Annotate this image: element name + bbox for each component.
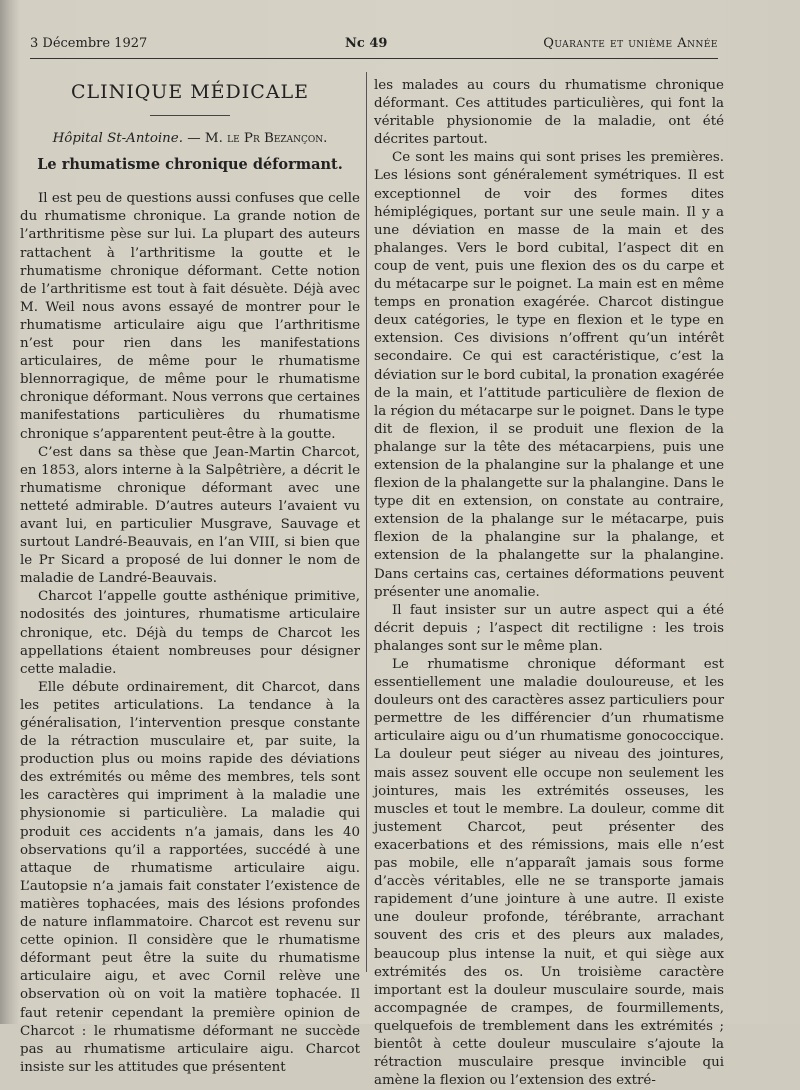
left-paragraph-2: C’est dans sa thèse que Jean-Martin Charcot, en 1853, alors interne à la Salpêtrière, a décrit le rhumatisme chronique déformant avec une netteté admirable. D’autres auteurs l’avaient vu avant lui, en particulier Musgrave, Sauvage et surtout Landré-Beauvais, en l’an VIII, si bien que le Pr Sicard a proposé de lui donner le nom de maladie de Landré-Beauvais.: [20, 444, 360, 587]
left-paragraph-1: Il est peu de questions aussi confuses que celle du rhumatisme chronique. La grande notion de l’arthritisme pèse sur lui. La plupart des auteurs rattachent à l’arthritisme la goutte et le rhumatisme chronique déformant. Cette notion de l’arthritisme est tout à fait désuète. Déjà avec M. Weil nous avons essayé de montrer pour le rhumatisme articulaire aigu que l’arthritisme n’est pour rien dans les manifestations articulaires, de même pour le rhumatisme blennorragique, de même pour le rhumatisme chronique déformant. Nous verrons que certaines manifestations particulières du rhumatisme chronique s’apparentent peut-être à la goutte.: [20, 191, 360, 442]
hospital-line: [20, 130, 360, 148]
column-divider: [366, 72, 367, 972]
section-title: CLINIQUE MÉDICALE: [70, 81, 310, 103]
article-title: Le rhumatisme chronique déformant.: [37, 156, 343, 174]
right-column: [374, 77, 724, 1090]
left-paragraph-4: Elle débute ordinairement, dit Charcot, dans les petites articulations. La tendance à la généralisation, l’intervention presque constante de la rétraction musculaire et, par suite, la production plus ou moins rapide des déviations des extrémités ou même des membres, tels sont les caractères qui impriment à la maladie une physionomie si particulière. La maladie qui produit ces accidents n’a jamais, dans les 40 observations qu’il a rapportées, succédé à une attaque de rhumatisme articulaire aigu. L’autopsie n’a jamais fait constater l’existence de matières tophacées, mais des lésions profondes de nature inflammatoire. Charcot est revenu sur cette opinion. Il considère que le rhumatisme déformant peut être la suite du rhumatisme articulaire aigu, et avec Cornil relève une observation où on voit la matière tophacée. Il faut retenir cependant la première opinion de Charcot : le rhumatisme déformant ne succède pas au rhumatisme articulaire aigu. Charcot insiste sur les attitudes que présentent: [20, 679, 360, 1075]
left-paragraph-3: Charcot l’appelle goutte asthénique primitive, nodosités des jointures, rhumatisme articulaire chronique, etc. Déjà du temps de Charcot les appellations étaient nombreuses pour désigner cette maladie.: [20, 589, 360, 677]
right-paragraph-4: Le rhumatisme chronique déformant est essentiellement une maladie douloureuse, et les douleurs ont des caractères assez particuliers pour permettre de les différencier d’un rhumatisme articulaire aigu ou d’un rhumatisme gonococcique. La douleur peut siéger au niveau des jointures, mais assez souvent elle occupe non seulement les jointures, mais les extrémités osseuses, les muscles et tout le membre. La douleur, comme dit justement Charcot, peut présenter des exacerbations et des rémissions, mais elle n’est pas mobile, elle n’apparaît jamais sous forme d’accès véritables, elle ne se transporte jamais rapidement d’une jointure à une autre. Il existe une douleur profonde, térébrante, arrachant souvent des cris et des pleurs aux malades, beaucoup plus intense la nuit, et qui siège aux extrémités des os. Un troisième caractère important est la douleur musculaire sourde, mais accompagnée de crampes, de fourmillements, quelquefois de tremblement dans les extrémités ; bientôt à cette douleur musculaire s’ajoute la rétraction musculaire presque invincible qui amène la flexion ou l’extension des extré-: [374, 657, 724, 1089]
issue-number: Nc 49: [345, 36, 388, 51]
right-paragraph-2: Ce sont les mains qui sont prises les premières. Les lésions sont généralement symétriques. Il est exceptionnel de voir des formes dites hémiplégiques, portant sur une seule main. Il y a une déviation en masse de la main et des phalanges. Vers le bord cubital, l’aspect dit en coup de vent, puis une flexion des os du carpe et du métacarpe sur le poignet. La main est en même temps en pronation exagérée. Charcot distingue deux catégories, le type en flexion et le type en extension. Ces divisions n’offrent qu’un intérêt secondaire. Ce qui est caractéristique, c’est la déviation sur le bord cubital, la pronation exagérée de la main, et l’attitude particulière de flexion de la région du métacarpe sur le poignet. Dans le type dit de flexion, il se produit une flexion de la phalange sur la tête des métacarpiens, puis une extension de la phalangine sur la phalange et une flexion de la phalangette sur la phalangine. Dans le type dit en extension, on constate au contraire, extension de la phalange sur le métacarpe, puis flexion de la phalangine sur la phalange, et extension de la phalangette sur la phalangine. Dans certains cas, certaines déformations peuvent présenter une anomalie.: [374, 150, 724, 600]
professor-name: M. le Pr Bezançon.: [204, 131, 328, 147]
left-column: [20, 77, 360, 1077]
right-paragraph-1: les malades au cours du rhumatisme chronique déformant. Ces attitudes particulières, qui font la véritable physionomie de la maladie, ont été décrites partout.: [374, 78, 724, 148]
title-separator: [150, 115, 230, 116]
page-header: [30, 36, 718, 59]
header-date: 3 Décembre 1927: [30, 36, 148, 51]
hospital-name: Hôpital St-Antoine. —: [52, 131, 201, 147]
header-year: Quarante et unième Année: [543, 36, 718, 51]
right-paragraph-3: Il faut insister sur un autre aspect qui a été décrit depuis ; l’aspect dit rectiligne : les trois phalanges sont sur le même plan.: [374, 602, 724, 654]
